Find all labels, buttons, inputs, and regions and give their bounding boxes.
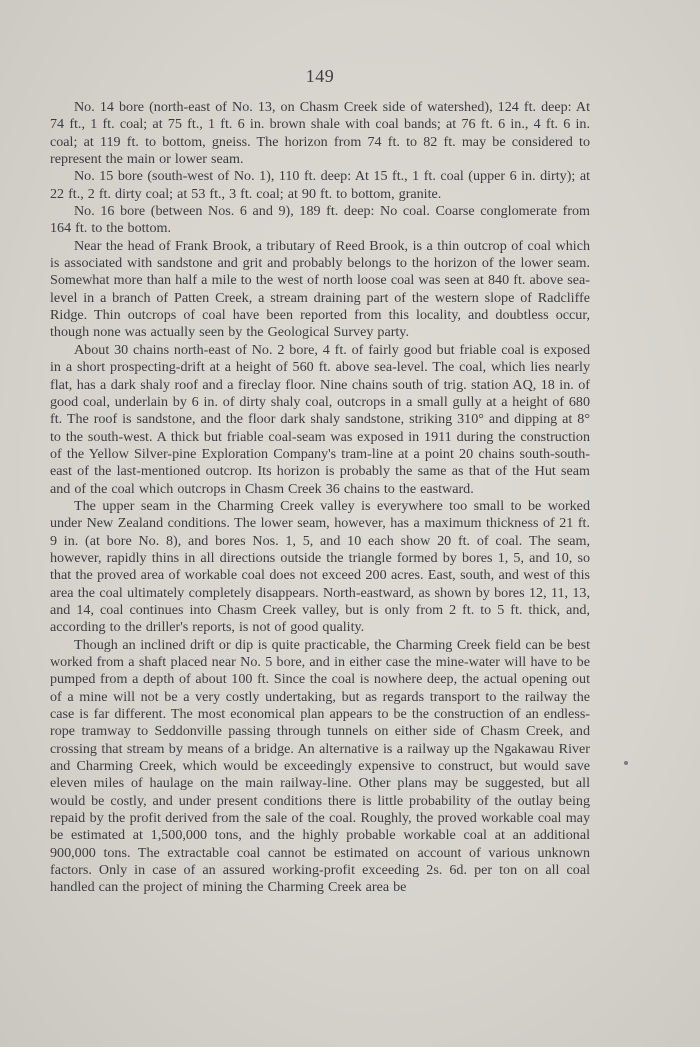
paragraph-upper-seam: The upper seam in the Charming Creek valley is everywhere too small to be worked under New Zealand conditions. The lower seam, however, has a maximum thickness of 21 ft. 9 in. (at bore No. 8), and bores Nos. 1, 5, and 10 each show 20 ft. of coal. The seam, however, rapidly thins in all directions outside the triangle formed by bores 1, 5, and 10, so that the proved area of workable coal does not exceed 200 acres. East, south, and west of this area the coal ultimately completely disappears. North-eastward, as shown by bores 12, 11, 13, and 14, coal continues into Chasm Creek valley, but is only from 2 ft. to 5 ft. thick, and, according to the driller's reports, is not of good quality. <box>50 497 590 636</box>
paragraph-mining-plan: Though an inclined drift or dip is quite practicable, the Charming Creek field can be best worked from a shaft placed near No. 5 bore, and in either case the mine-water will have to be pumped from a depth of about 100 ft. Since the coal is nowhere deep, the actual opening out of a mine will not be a very costly undertaking, but as regards transport to the railway the case is far different. The most economical plan appears to be the construction of an endless-rope tramway to Seddonville passing through tunnels on either side of Chasm Creek, and crossing that stream by means of a bridge. An alternative is a railway up the Ngakawau River and Charming Creek, which would be exceedingly expensive to construct, but would save eleven miles of haulage on the main railway-line. Other plans may be suggested, but all would be costly, and under present conditions there is little probability of the outlay being repaid by the profit derived from the sale of the coal. Roughly, the proved workable coal may be estimated at 1,500,000 tons, and the highly probable workable coal at an additional 900,000 tons. The extractable coal cannot be estimated on account of various unknown factors. Only in case of an assured working-profit exceeding 2s. 6d. per ton on all coal handled can the project of mining the Charming Creek area be <box>50 636 590 896</box>
paragraph-frank-brook: Near the head of Frank Brook, a tributary of Reed Brook, is a thin outcrop of coal which is associated with sandstone and grit and probably belongs to the horizon of the lower seam. Somewhat more than half a mile to the west of north loose coal was seen at 840 ft. above sea-level in a branch of Patten Creek, a stream draining part of the western slope of Radcliffe Ridge. Thin outcrops of coal have been reported from this locality, and doubtless occur, though none was actually seen by the Geological Survey party. <box>50 237 590 341</box>
paragraph-bore-16: No. 16 bore (between Nos. 6 and 9), 189 ft. deep: No coal. Coarse conglomerate from 164 ft. to the bottom. <box>50 203 590 237</box>
page-number: 149 <box>305 66 335 86</box>
paragraph-prospecting-drift: About 30 chains north-east of No. 2 bore, 4 ft. of fairly good but friable coal is exposed in a short prospecting-drift at a height of 560 ft. above sea-level. The coal, which lies nearly flat, has a dark shaly roof and a fireclay floor. Nine chains south of trig. station AQ, 18 in. of good coal, underlain by 6 in. of dirty shaly coal, outcrops in a small gully at a height of 680 ft. The roof is sandstone, and the floor dark shaly sandstone, striking 310° and dipping at 8° to the south-west. A thick but friable coal-seam was exposed in 1911 during the construction of the Yellow Silver-pine Exploration Company's tram-line at a point 20 chains south-south-east of the last-mentioned outcrop. Its horizon is probably the same as that of the Hut seam and of the coal which outcrops in Chasm Creek 36 chains to the eastward. <box>50 341 590 497</box>
body-text <box>50 99 590 897</box>
scan-speck <box>624 761 628 765</box>
paragraph-bore-14: No. 14 bore (north-east of No. 13, on Chasm Creek side of watershed), 124 ft. deep: At 74 ft., 1 ft. coal; at 75 ft., 1 ft. 6 in. brown shale with coal bands; at 76 ft. 6 in., 4 ft. 6 in. coal; at 119 ft. to bottom, gneiss. The horizon from 74 ft. to 82 ft. may be considered to represent the main or lower seam. <box>50 99 590 168</box>
paragraph-bore-15: No. 15 bore (south-west of No. 1), 110 ft. deep: At 15 ft., 1 ft. coal (upper 6 in. dirty); at 22 ft., 2 ft. dirty coal; at 53 ft., 3 ft. coal; at 90 ft. to bottom, granite. <box>50 168 590 202</box>
